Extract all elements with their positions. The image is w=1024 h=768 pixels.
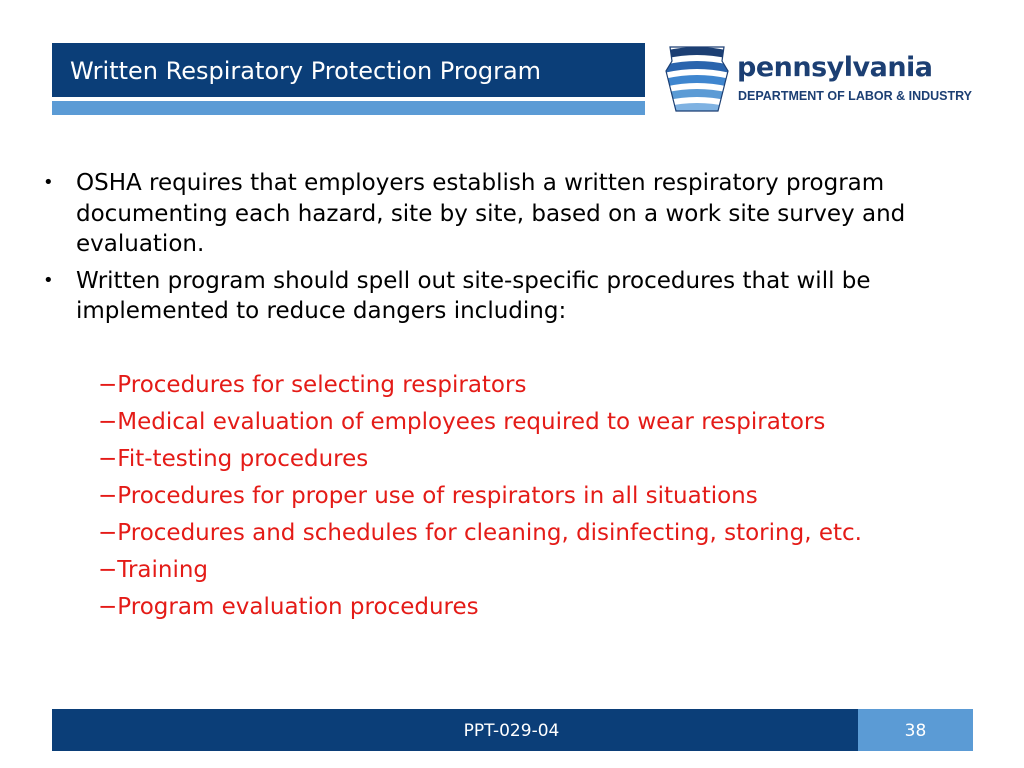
bullet-text: Written program should spell out site-specific procedures that will be implemented to reduce dangers including: <box>76 267 871 324</box>
bullet-text: OSHA requires that employers establish a written respiratory program documenting each hazard, site by site, based on a work site survey and evaluation. <box>76 170 906 257</box>
sub-item <box>98 367 1000 404</box>
sub-marker: − <box>98 408 118 435</box>
sub-item-text: Procedures for proper use of respirators in all situations <box>117 482 758 509</box>
sub-item-text: Procedures and schedules for cleaning, disinfecting, storing, etc. <box>117 519 862 546</box>
footer-course-code: PPT-029-04 <box>463 721 560 741</box>
sub-item-text: Training <box>117 556 209 583</box>
page-number-box <box>858 709 973 751</box>
sub-item <box>98 441 1000 478</box>
sub-item <box>98 478 1000 515</box>
title-bar <box>52 43 645 99</box>
slide-body <box>40 168 1000 626</box>
slide-title: Written Respiratory Protection Program <box>70 57 542 85</box>
logo-wordmark: pennsylvania <box>737 52 933 83</box>
sub-marker: − <box>98 445 118 472</box>
logo-subtitle: DEPARTMENT OF LABOR & INDUSTRY <box>738 89 973 103</box>
sub-item <box>98 404 1000 441</box>
sub-item-text: Fit-testing procedures <box>117 445 369 472</box>
sub-item <box>98 589 1000 626</box>
sub-item-text: Program evaluation procedures <box>117 593 479 620</box>
sub-item-text: Procedures for selecting respirators <box>117 371 527 398</box>
footer-bar <box>52 709 858 751</box>
sub-item-list <box>40 367 1000 626</box>
bullet-item <box>40 266 1000 327</box>
bullet-item <box>40 168 1000 260</box>
bullet-marker: • <box>43 172 54 193</box>
sub-item <box>98 552 1000 589</box>
sub-marker: − <box>98 593 118 620</box>
pa-labor-industry-logo <box>664 45 984 115</box>
title-accent-bar <box>52 101 645 115</box>
sub-item-text: Medical evaluation of employees required to wear respirators <box>117 408 826 435</box>
bullet-marker: • <box>43 269 54 291</box>
sub-marker: − <box>98 519 118 546</box>
sub-marker: − <box>98 556 118 583</box>
keystone-flag-icon <box>664 45 730 113</box>
sub-marker: − <box>98 482 118 509</box>
sub-item <box>98 515 1000 552</box>
sub-marker: − <box>98 371 118 398</box>
page-number: 38 <box>904 721 927 741</box>
